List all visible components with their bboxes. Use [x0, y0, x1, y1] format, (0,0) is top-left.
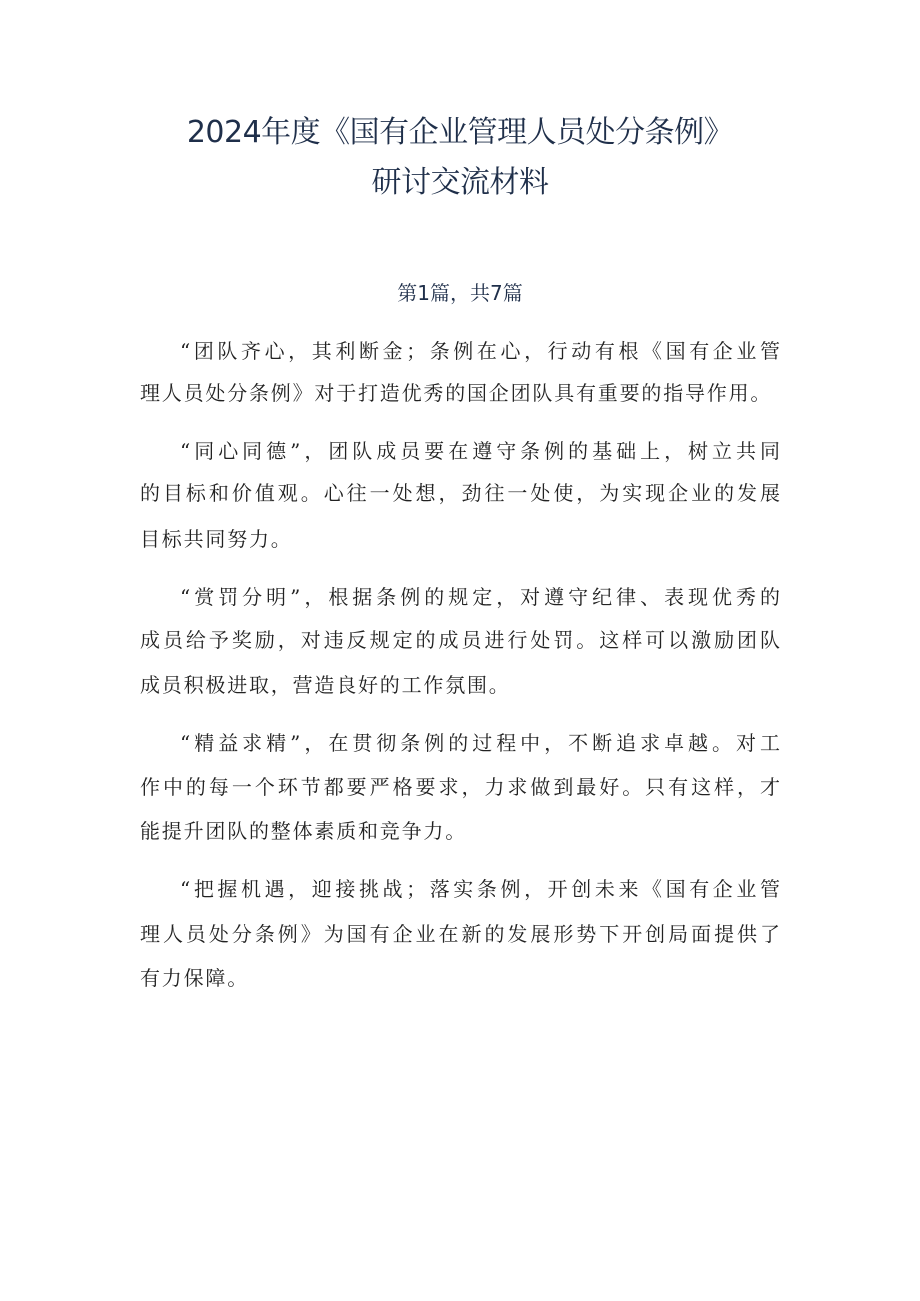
paragraph-2-line-3: 目标共同努力。: [140, 527, 293, 551]
paragraph-5-line-3: 有力保障。: [140, 966, 249, 990]
paragraph-4-line-3: 能提升团队的整体素质和竞争力。: [140, 819, 467, 843]
paragraph-1-line-2: 理人员处分条例》对于打造优秀的国企团队具有重要的指导作用。: [140, 381, 773, 405]
document-subtitle: 第1篇，共7篇: [397, 281, 523, 305]
paragraph-1-line-1: “团队齐心，其利断金；条例在心，行动有根《国有企业管: [180, 339, 780, 363]
paragraph-3-line-2: 成员给予奖励，对违反规定的成员进行处罚。这样可以激励团队: [140, 628, 780, 652]
paragraph-2-line-2: 的目标和价值观。心往一处想，劲往一处使，为实现企业的发展: [140, 481, 780, 505]
paragraph-4-line-1: “精益求精”，在贯彻条例的过程中，不断追求卓越。对工: [180, 731, 780, 755]
paragraph-5-line-2: 理人员处分条例》为国有企业在新的发展形势下开创局面提供了: [140, 922, 780, 946]
paragraph-4-line-2: 作中的每一个环节都要严格要求，力求做到最好。只有这样，才: [140, 775, 780, 799]
paragraph-2-line-1: “同心同德”，团队成员要在遵守条例的基础上，树立共同: [180, 439, 780, 463]
document-title-line-1: 2024年度《国有企业管理人员处分条例》: [186, 115, 734, 150]
paragraph-5-line-1: “把握机遇，迎接挑战；落实条例，开创未来《国有企业管: [180, 877, 780, 901]
paragraph-3-line-1: “赏罚分明”，根据条例的规定，对遵守纪律、表现优秀的: [180, 585, 780, 609]
document-title-line-2: 研讨交流材料: [371, 165, 549, 200]
paragraph-3-line-3: 成员积极进取，营造良好的工作氛围。: [140, 673, 511, 697]
